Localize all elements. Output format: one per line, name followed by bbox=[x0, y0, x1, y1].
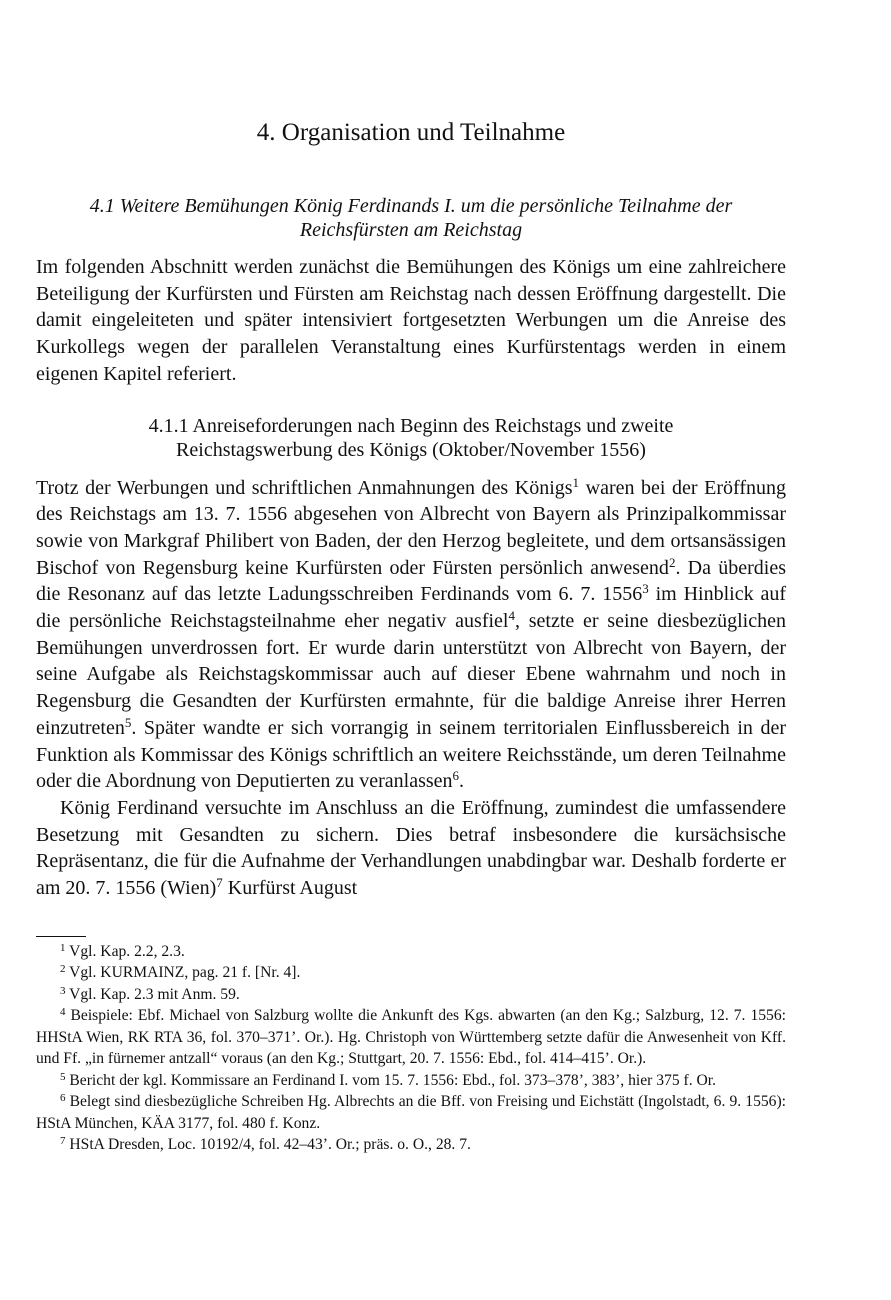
intro-paragraph: Im folgenden Abschnitt werden zunächst die Bemühungen des Königs um eine zahlreichere Beteiligung der Kurfürsten und Fürsten am Reichstag nach dessen Eröffnung dargestellt. Die damit eingeleiteten und später intensiviert fortgesetzten Werbungen um die Anreise des Kurkollegs wegen der parallelen Veranstaltung eines Kurfürstentags werden in einem eigenen Kapitel referiert. bbox=[36, 256, 786, 385]
footnote-divider bbox=[36, 936, 86, 937]
text-run: im Hinblick auf die persönliche Reichstagsteilnahme eher negativ ausfiel bbox=[36, 583, 786, 633]
footnote-number: 3 bbox=[60, 984, 66, 997]
footnote-6 bbox=[36, 1091, 786, 1134]
footnote-ref-7[interactable]: 7 bbox=[216, 875, 223, 891]
body-paragraph-1 bbox=[36, 475, 786, 795]
text-run: waren bei der Eröffnung des Reichstags am 13. 7. 1556 abgesehen von Albrecht von Bayern als Prinzipalkommissar sowie von Markgraf Philibert von Baden, der den Herzog begleitete, und dem ortsansässigen Bischof von Regensburg keine Kurfürsten oder Fürsten persönlich anwesend bbox=[36, 476, 787, 579]
footnote-text: Vgl. KURMAINZ, pag. 21 f. [Nr. 4]. bbox=[65, 964, 301, 982]
footnote-1 bbox=[36, 941, 786, 963]
footnote-text: Vgl. Kap. 2.3 mit Anm. 59. bbox=[65, 985, 240, 1003]
footnote-number: 5 bbox=[60, 1070, 66, 1083]
subsection-title-line-2: Reichstagswerbung des Königs (Oktober/November 1556) bbox=[176, 439, 646, 462]
footnote-5 bbox=[36, 1070, 786, 1092]
footnote-ref-5[interactable]: 5 bbox=[124, 714, 132, 730]
footnote-number: 1 bbox=[60, 941, 66, 954]
footnote-text: Belegt sind diesbezügliche Schreiben Hg. Albrechts an die Bff. von Freising und Eichstätt (Ingolstadt, 6. 9. 1556): HStA München, KÄA 3177, fol. 480 f. Konz. bbox=[36, 1093, 786, 1132]
chapter-title: 4. Organisation und Teilnahme bbox=[256, 119, 566, 146]
footnote-ref-3[interactable]: 3 bbox=[642, 581, 649, 597]
footnotes bbox=[36, 941, 786, 1156]
footnote-ref-2[interactable]: 2 bbox=[668, 554, 676, 570]
footnote-ref-4[interactable]: 4 bbox=[508, 608, 515, 624]
footnote-number: 6 bbox=[60, 1092, 66, 1105]
text-run: Kurfürst August bbox=[222, 877, 358, 900]
footnote-3 bbox=[36, 984, 786, 1006]
footnote-ref-6[interactable]: 6 bbox=[452, 768, 460, 784]
body-paragraph-2 bbox=[36, 795, 786, 902]
footnote-7 bbox=[36, 1134, 786, 1156]
section-title-line-2: Reichsfürsten am Reichstag bbox=[299, 219, 523, 241]
footnote-text: Bericht der kgl. Kommissare an Ferdinand I. vom 15. 7. 1556: Ebd., fol. 373–378’, 383’, hier 375 f. Or. bbox=[65, 1071, 716, 1089]
text-run: . Später wandte er sich vorrangig in seinem territorialen Einflussbereich in der Funktion als Kommissar des Königs schriftlich an weitere Reichsstände, um deren Teilnahme oder die Abordnung von Deputierten zu veranlassen bbox=[36, 716, 786, 793]
footnote-text: Beispiele: Ebf. Michael von Salzburg wollte die Ankunft des Kgs. abwarten (an den Kg.; Salzburg, 12. 7. 1556: HHStA Wien, RK RTA 36, fol. 370–371’. Or.). Hg. Christoph von Württemberg setzte dafür die Anwesenheit von Kff. und Ff. „in fürnemer antzall“ voraus (an den Kg.; Stuttgart, 20. 7. 1556: Ebd., fol. 414–415’. Or.). bbox=[36, 1007, 786, 1068]
footnote-text: HStA Dresden, Loc. 10192/4, fol. 42–43’. Or.; präs. o. O., 28. 7. bbox=[65, 1136, 471, 1154]
text-run: , setzte er seine diesbezüglichen Bemühungen unverdrossen fort. Er wurde darin unterstützt von Albrecht von Bayern, der seine Aufgabe als Reichstagskommissar auch auf dieser Ebene wahrnahm und noch in Regensburg die Gesandten der Kurfürsten ermahnte, für die baldige Anreise ihrer Herren einzutreten bbox=[36, 610, 786, 739]
footnote-text: Vgl. Kap. 2.2, 2.3. bbox=[65, 942, 185, 960]
subsection-title-line-1: 4.1.1 Anreiseforderungen nach Beginn des Reichstags und zweite bbox=[148, 414, 674, 437]
page bbox=[36, 118, 786, 1156]
footnote-2 bbox=[36, 962, 786, 984]
section-title-line-1: 4.1 Weitere Bemühungen König Ferdinands I. um die persönliche Teilnahme der bbox=[89, 195, 733, 217]
footnote-number: 7 bbox=[60, 1135, 66, 1148]
footnote-number: 4 bbox=[60, 1006, 66, 1019]
subsection-title bbox=[36, 414, 786, 463]
footnote-ref-1[interactable]: 1 bbox=[572, 474, 580, 490]
section-title bbox=[36, 194, 786, 242]
footnote-4 bbox=[36, 1005, 786, 1070]
text-run: König Ferdinand versuchte im Anschluss an die Eröffnung, zumindest die umfassendere Besetzung mit Gesandten zu sichern. Dies betraf insbesondere die kursächsische Repräsentanz, die für die Aufnahme der Verhandlungen unabdingbar war. Deshalb forderte er am 20. 7. 1556 (Wien) bbox=[36, 796, 786, 900]
text-run: . bbox=[459, 770, 465, 793]
text-run: . Da überdies die Resonanz auf das letzte Ladungsschreiben Ferdinands vom 6. 7. 1556 bbox=[36, 556, 786, 606]
footnote-number: 2 bbox=[60, 963, 66, 976]
text-run: Trotz der Werbungen und schriftlichen Anmahnungen des Königs bbox=[36, 476, 573, 499]
